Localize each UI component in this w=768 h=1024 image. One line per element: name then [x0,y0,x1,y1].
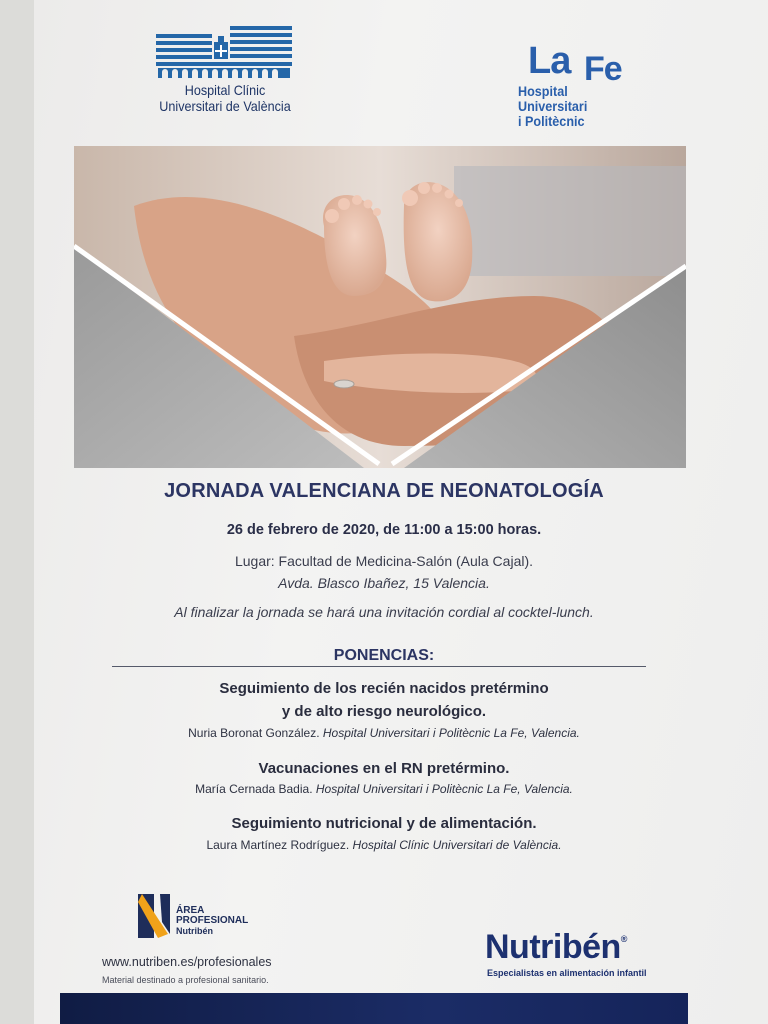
talk-3-title: Seguimiento nutricional y de alimentación. [231,815,537,832]
nutriben-n-icon [134,890,174,940]
la-fe-sub-line2: Universitari [518,98,588,114]
talk-2-speaker-line [0,782,768,796]
hero-photo-baby-feet [74,146,686,468]
talk-1-speaker: Nuria Boronat González. [188,726,320,740]
talk-2-title: Vacunaciones en el RN pretérmino. [258,760,510,777]
talk-2-speaker: María Cernada Badia. [195,782,313,796]
event-date: 26 de febrero de 2020, de 11:00 a 15:00 horas. [226,522,542,538]
area-profesional-text [176,906,248,936]
hospital-clinic-line2: Universitari de València [159,98,291,114]
talk-1-title-line1: Seguimiento de los recién nacidos pretérmino [219,680,549,697]
website-link[interactable]: www.nutriben.es/profesionales [102,955,272,969]
talk-3-institution: Hospital Clínic Universitari de València. [352,838,562,852]
nutriben-logo [485,928,627,967]
area-profesional-logo [134,890,274,942]
hospital-clinic-name [158,82,293,114]
bottom-color-bar [60,993,688,1024]
event-title: JORNADA VALENCIANA DE NEONATOLOGÍA [164,480,604,502]
la-fe-logo-la: La [528,40,571,82]
event-invitation: Al finalizar la jornada se hará una invitación cordial al cocktel-lunch. [174,604,594,620]
talk-3-speaker-line [0,838,768,852]
disclaimer: Material destinado a profesional sanitario. [102,975,269,985]
registered-mark: ® [620,934,627,944]
ponencias-heading: PONENCIAS: [333,647,435,664]
area-line3: Nutribén [176,926,213,936]
hospital-building-icon [156,22,292,78]
talk-2-institution: Hospital Universitari i Politècnic La Fe, Valencia. [315,782,573,796]
hospital-clinic-line1: Hospital Clínic [184,82,266,98]
ponencias-divider [112,666,646,667]
talk-1-institution: Hospital Universitari i Politècnic La Fe, Valencia. [322,726,580,740]
nutriben-brand: Nutribén [485,928,621,966]
la-fe-sub-line3: i Politècnic [518,113,585,129]
nutriben-tagline: Especialistas en alimentación infantil [487,968,647,978]
la-fe-logo-fe: Fe [584,50,622,88]
la-fe-sub-line1: Hospital [518,83,568,99]
area-line2: PROFESIONAL [176,915,249,926]
talk-1-speaker-line [0,726,768,740]
area-line1: ÁREA [176,905,205,916]
event-place: Lugar: Facultad de Medicina-Salón (Aula Cajal). [234,553,534,569]
talk-3-speaker: Laura Martínez Rodríguez. [206,838,350,852]
event-address: Avda. Blasco Ibañez, 15 Valencia. [278,575,490,591]
talk-1-title-line2: y de alto riesgo neurológico. [281,703,487,720]
la-fe-subtitle [518,84,587,129]
